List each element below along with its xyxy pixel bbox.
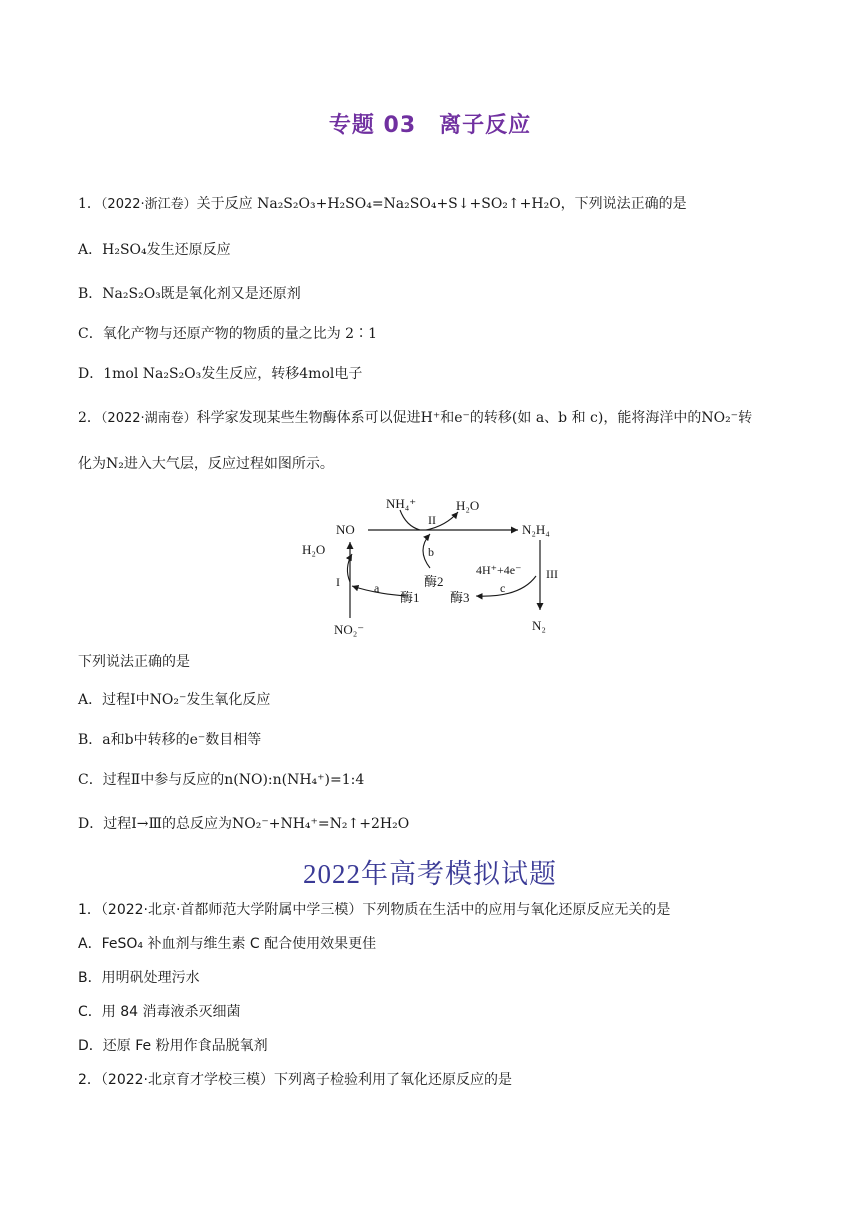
q1-source: （2022·浙江卷） — [100, 197, 197, 212]
option-text: 氧化产物与还原产物的物质的量之比为 2∶1 — [102, 326, 377, 342]
reaction-diagram — [290, 488, 580, 640]
option-letter: A． — [78, 242, 103, 258]
q1-option-b — [78, 284, 301, 304]
q2-option-b — [78, 730, 261, 750]
mock-q1-option-d: D．还原 Fe 粉用作食品脱氧剂 — [78, 1038, 268, 1054]
label-enzyme3: 酶3 — [450, 590, 470, 605]
option-letter: D． — [78, 366, 104, 382]
label-n2h4: N₂H₄ — [522, 522, 550, 537]
label-enzyme2: 酶2 — [424, 574, 444, 589]
option-letter: C． — [78, 772, 103, 788]
option-letter: C． — [78, 326, 103, 342]
label-step-iii: III — [546, 567, 558, 581]
option-text: a和b中转移的e⁻数目相等 — [102, 732, 262, 748]
label-a: a — [374, 581, 380, 595]
option-text: Na₂S₂O₃既是氧化剂又是还原剂 — [102, 286, 301, 302]
label-nh4: NH₄⁺ — [386, 496, 417, 511]
mock-q1-option-b: B．用明矾处理污水 — [78, 970, 200, 986]
q2-stem-line2: 化为N₂进入大气层，反应过程如图所示。 — [78, 456, 334, 472]
q2-stem-text: 科学家发现某些生物酶体系可以促进H⁺和e⁻的转移(如 a、b 和 c)，能将海洋中的NO₂⁻转 — [196, 410, 753, 426]
arrow-c — [476, 576, 536, 596]
option-text: 过程Ⅱ中参与反应的n(NO):n(NH₄⁺)=1:4 — [102, 772, 365, 788]
option-letter: A． — [78, 692, 103, 708]
label-h2o-top: H₂O — [456, 498, 480, 513]
mock-q1-option-a: A．FeSO₄ 补血剂与维生素 C 配合使用效果更佳 — [78, 936, 377, 952]
option-text: 过程Ⅰ中NO₂⁻发生氧化反应 — [102, 692, 271, 708]
label-n2: N₂ — [532, 618, 546, 633]
section-title: 2022年高考模拟试题 — [303, 859, 557, 889]
q2-option-a — [78, 690, 270, 710]
q1-equation: Na₂S₂O₃+H₂SO₄=Na₂SO₄+S↓+SO₂↑+H₂O — [257, 196, 561, 212]
option-text: 1mol Na₂S₂O₃发生反应，转移4mol电子 — [103, 366, 363, 382]
q2-prompt: 下列说法正确的是 — [78, 654, 190, 670]
option-text: H₂SO₄发生还原反应 — [102, 242, 231, 258]
mock-q1-stem: 1．（2022·北京·首都师范大学附属中学三模）下列物质在生活中的应用与氧化还原反应无关的是 — [78, 902, 671, 918]
q2-option-c — [78, 770, 364, 790]
q2-stem-line1 — [78, 408, 752, 429]
label-h-e: 4H⁺+4e⁻ — [476, 563, 522, 577]
q2-number: 2． — [78, 410, 101, 426]
label-h2o-left: H₂O — [302, 542, 326, 557]
label-b: b — [428, 545, 434, 559]
page-title: 专题 03 离子反应 — [328, 113, 532, 138]
mock-q2-stem: 2．（2022·北京育才学校三模）下列离子检验利用了氧化还原反应的是 — [78, 1072, 512, 1088]
q2-source: （2022·湖南卷） — [100, 411, 197, 426]
q1-stem — [78, 194, 687, 215]
label-step-ii: II — [428, 513, 436, 527]
label-no: NO — [336, 522, 355, 537]
option-letter: B． — [78, 732, 103, 748]
option-text: 过程Ⅰ→Ⅲ的总反应为NO₂⁻+NH₄⁺=N₂↑+2H₂O — [103, 816, 410, 832]
q1-number: 1． — [78, 196, 101, 212]
q2-option-d — [78, 814, 409, 834]
mock-q1-option-c: C．用 84 消毒液杀灭细菌 — [78, 1004, 241, 1020]
label-enzyme1: 酶1 — [400, 590, 420, 605]
label-step-i: I — [336, 575, 340, 589]
q1-option-d — [78, 364, 362, 384]
arrow-nh4-in — [400, 510, 420, 530]
q1-stem-pre: 关于反应 — [196, 196, 253, 212]
option-letter: D． — [78, 816, 104, 832]
q1-stem-post: ，下列说法正确的是 — [560, 196, 687, 212]
q1-option-a — [78, 240, 231, 260]
label-no2: NO₂⁻ — [334, 622, 365, 637]
label-c: c — [500, 581, 506, 595]
q1-option-c — [78, 324, 377, 344]
option-letter: B． — [78, 286, 103, 302]
